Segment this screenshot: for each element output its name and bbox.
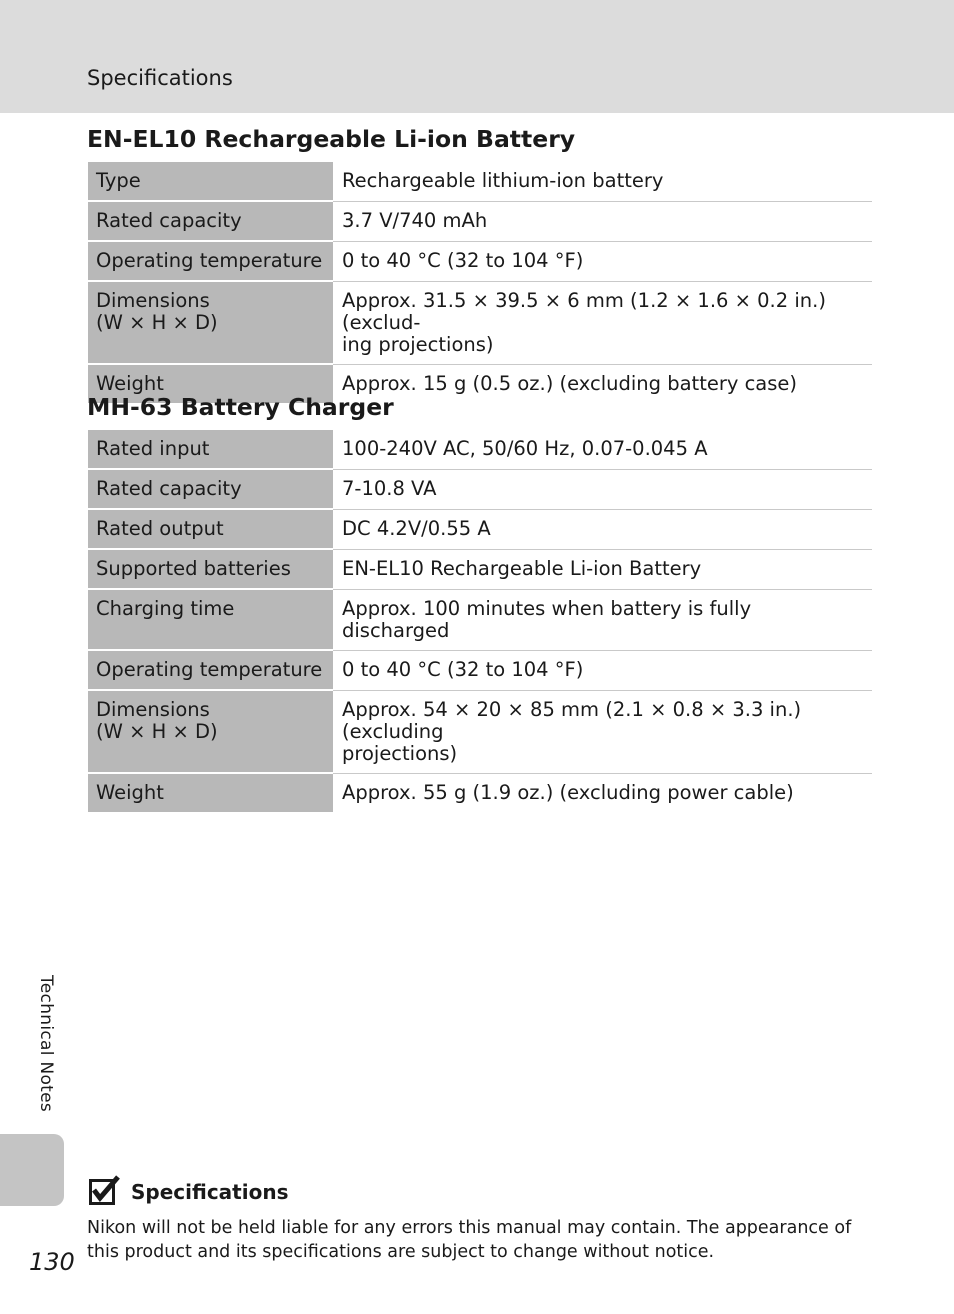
spec-key: Weight bbox=[96, 372, 164, 395]
spec-value: Approx. 100 minutes when battery is fully discharged bbox=[342, 596, 752, 642]
spec-value-cell bbox=[333, 690, 872, 773]
spec-key-line2: (W × H × D) bbox=[96, 311, 218, 334]
spec-value-cell bbox=[333, 469, 872, 509]
spec-row bbox=[88, 773, 872, 812]
spec-value-cell bbox=[333, 650, 872, 690]
spec-key-cell bbox=[88, 589, 333, 650]
spec-row bbox=[88, 281, 872, 364]
spec-value-cell bbox=[333, 162, 872, 201]
spec-key: Supported batteries bbox=[96, 557, 291, 580]
spec-value-cell bbox=[333, 509, 872, 549]
spec-key-cell bbox=[88, 162, 333, 201]
spec-key-cell bbox=[88, 509, 333, 549]
side-section-label: Technical Notes bbox=[36, 975, 56, 1113]
spec-value: DC 4.2V/0.55 A bbox=[342, 516, 491, 540]
spec-value: 100-240V AC, 50/60 Hz, 0.07-0.045 A bbox=[342, 437, 708, 460]
spec-value: Approx. 15 g (0.5 oz.) (excluding battery case) bbox=[342, 371, 798, 395]
spec-value-cell bbox=[333, 241, 872, 281]
side-thumb-tab bbox=[0, 1134, 64, 1206]
spec-value: 3.7 V/740 mAh bbox=[342, 208, 488, 232]
spec-key-cell bbox=[88, 549, 333, 589]
spec-value-cell bbox=[333, 773, 872, 812]
spec-value: EN-EL10 Rechargeable Li-ion Battery bbox=[342, 556, 702, 580]
spec-value-cell bbox=[333, 589, 872, 650]
spec-key-line2: (W × H × D) bbox=[96, 720, 218, 743]
spec-row bbox=[88, 201, 872, 241]
spec-key: Operating temperature bbox=[96, 249, 323, 272]
spec-key-cell bbox=[88, 281, 333, 364]
battery-section-title: EN-EL10 Rechargeable Li-ion Battery bbox=[87, 125, 576, 153]
charger-spec-table bbox=[88, 430, 872, 812]
spec-key-cell bbox=[88, 650, 333, 690]
spec-key: Type bbox=[96, 169, 141, 192]
note-title: Specifications bbox=[131, 1180, 289, 1204]
spec-key-cell bbox=[88, 773, 333, 812]
spec-value: 0 to 40 °C (32 to 104 °F) bbox=[342, 657, 584, 681]
spec-row bbox=[88, 549, 872, 589]
spec-key-cell bbox=[88, 690, 333, 773]
spec-key: Rated capacity bbox=[96, 477, 242, 500]
spec-key-cell bbox=[88, 241, 333, 281]
spec-value-line2: projections) bbox=[342, 741, 458, 765]
spec-value-cell bbox=[333, 430, 872, 469]
spec-value: Approx. 31.5 × 39.5 × 6 mm (1.2 × 1.6 × 0.2 in.) (exclud- bbox=[342, 288, 826, 334]
spec-key: Charging time bbox=[96, 597, 235, 620]
spec-value: 0 to 40 °C (32 to 104 °F) bbox=[342, 248, 584, 272]
spec-row bbox=[88, 509, 872, 549]
spec-key: Dimensions bbox=[96, 698, 210, 721]
battery-spec-table bbox=[88, 162, 872, 403]
spec-value-cell bbox=[333, 201, 872, 241]
spec-key-cell bbox=[88, 469, 333, 509]
spec-value: Approx. 54 × 20 × 85 mm (2.1 × 0.8 × 3.3 in.) (excluding bbox=[342, 697, 802, 743]
spec-value-line2: ing projections) bbox=[342, 332, 494, 356]
spec-row bbox=[88, 162, 872, 201]
spec-key: Operating temperature bbox=[96, 658, 323, 681]
spec-key: Weight bbox=[96, 781, 164, 804]
spec-key-cell bbox=[88, 430, 333, 469]
spec-key: Dimensions bbox=[96, 289, 210, 312]
spec-key: Rated input bbox=[96, 437, 210, 460]
spec-value: 7-10.8 VA bbox=[342, 476, 437, 500]
charger-section-title: MH-63 Battery Charger bbox=[87, 393, 394, 421]
spec-key: Rated output bbox=[96, 517, 224, 540]
spec-value-cell bbox=[333, 549, 872, 589]
spec-row bbox=[88, 469, 872, 509]
spec-value: Rechargeable lithium-ion battery bbox=[342, 169, 664, 192]
spec-key: Rated capacity bbox=[96, 209, 242, 232]
spec-value-cell bbox=[333, 281, 872, 364]
spec-value-cell bbox=[333, 364, 872, 403]
checkmark-note-icon bbox=[88, 1175, 120, 1207]
page-header-title: Specifications bbox=[87, 66, 233, 90]
spec-row bbox=[88, 650, 872, 690]
spec-row bbox=[88, 241, 872, 281]
spec-key-cell bbox=[88, 201, 333, 241]
spec-row bbox=[88, 589, 872, 650]
page-number: 130 bbox=[29, 1248, 75, 1276]
spec-row bbox=[88, 430, 872, 469]
spec-value: Approx. 55 g (1.9 oz.) (excluding power cable) bbox=[342, 780, 794, 804]
header-band bbox=[0, 0, 954, 113]
note-body: Nikon will not be held liable for any errors this manual may contain. The appearance of this product and its specifications are subject to change without notice. bbox=[87, 1218, 852, 1262]
spec-row bbox=[88, 690, 872, 773]
